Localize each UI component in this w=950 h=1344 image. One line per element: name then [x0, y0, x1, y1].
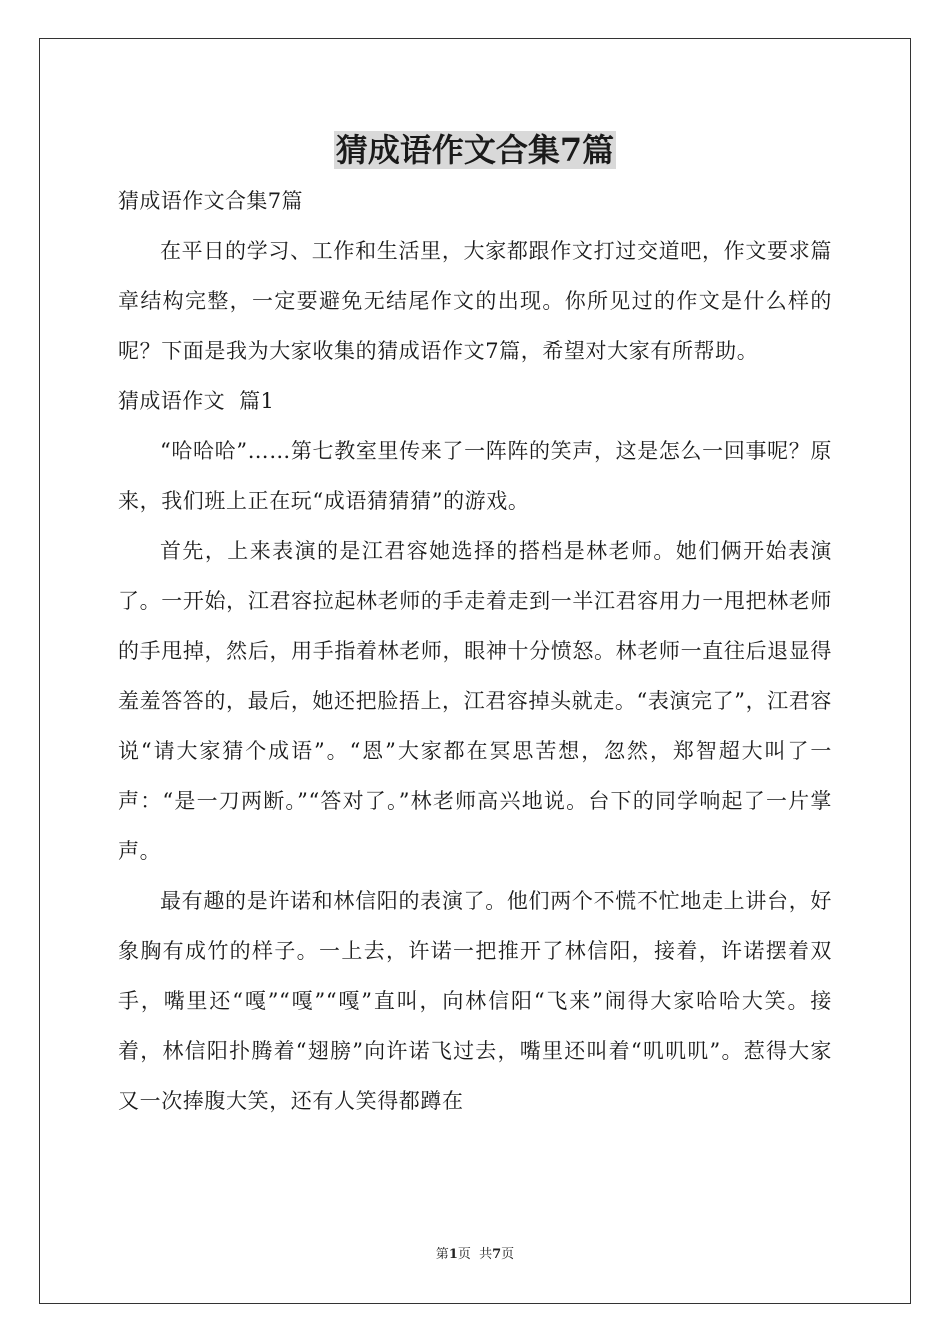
- footer-page-suffix: 页: [501, 1247, 515, 1262]
- footer-total-pages: 7: [492, 1247, 502, 1262]
- footer-page-prefix: 第: [435, 1247, 449, 1262]
- intro-paragraph: 在平日的学习、工作和生活里，大家都跟作文打过交道吧，作文要求篇章结构完整，一定要避免无结尾作文的出现。你所见过的作文是什么样的呢？下面是我为大家收集的猜成语作文7篇，希望对大家有所帮助。: [118, 239, 832, 363]
- section-heading: 猜成语作文 篇1: [118, 389, 275, 413]
- footer-page-number: 1: [448, 1247, 458, 1262]
- document-subtitle: 猜成语作文合集7篇: [118, 189, 303, 213]
- body-paragraph-1: “哈哈哈”……第七教室里传来了一阵阵的笑声，这是怎么一回事呢？原来，我们班上正在玩“成语猜猜猜”的游戏。: [118, 439, 832, 513]
- footer-page-mid: 页 共: [457, 1247, 493, 1262]
- document-title: [0, 128, 950, 172]
- page-footer: [0, 1246, 950, 1264]
- body-paragraph-3: 最有趣的是许诺和林信阳的表演了。他们两个不慌不忙地走上讲台，好象胸有成竹的样子。一上去，许诺一把推开了林信阳，接着，许诺摆着双手，嘴里还“嘎”“嘎”“嘎”直叫，向林信阳“飞来”闹得大家哈哈大笑。接着，林信阳扑腾着“翅膀”向许诺飞过去，嘴里还叫着“叽叽叽”。惹得大家又一次捧腹大笑，还有人笑得都蹲在: [118, 889, 832, 1113]
- document-body: [118, 176, 832, 1126]
- document-title-text: 猜成语作文合集7篇: [335, 131, 615, 169]
- body-paragraph-2: 首先，上来表演的是江君容她选择的搭档是林老师。她们俩开始表演了。一开始，江君容拉起林老师的手走着走到一半江君容用力一甩把林老师的手甩掉，然后，用手指着林老师，眼神十分愤怒。林老师一直往后退显得羞羞答答的，最后，她还把脸捂上，江君容掉头就走。“表演完了”，江君容说“请大家猜个成语”。“恩”大家都在冥思苦想，忽然，郑智超大叫了一声：“是一刀两断。”“答对了。”林老师高兴地说。台下的同学响起了一片掌声。: [118, 539, 832, 863]
